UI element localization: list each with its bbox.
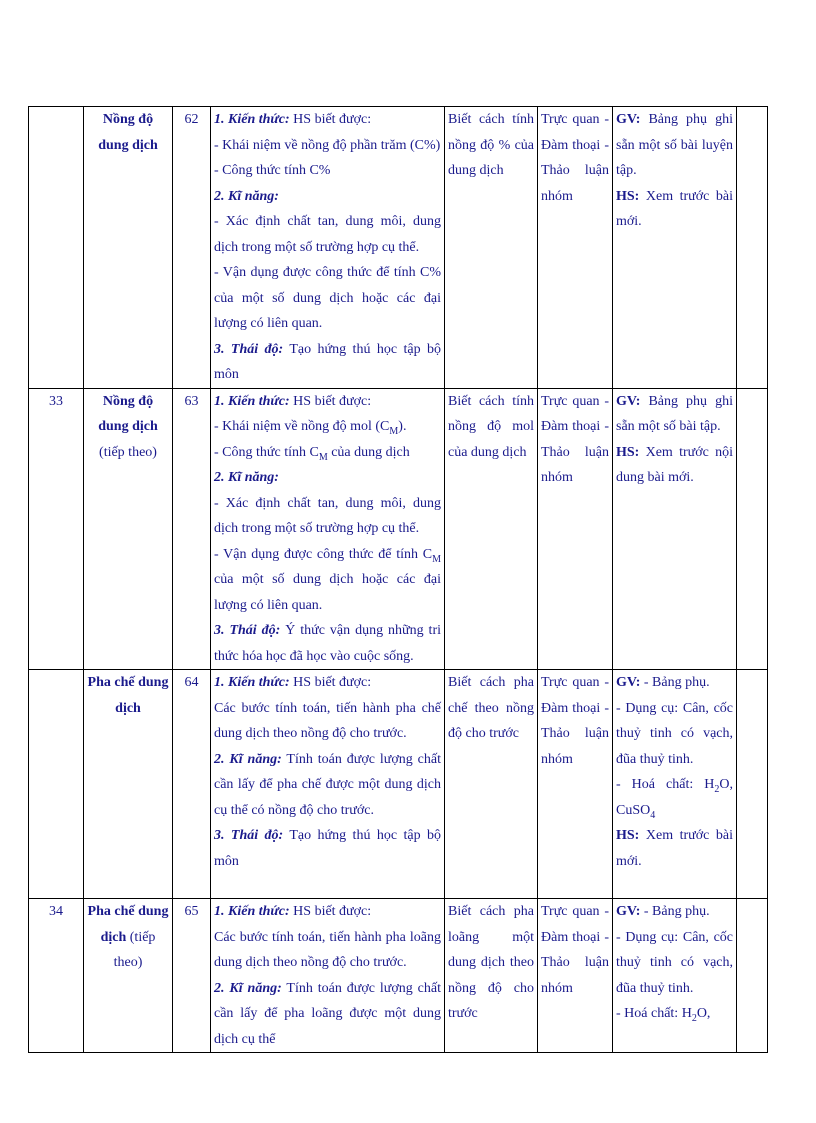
skill-item: - Xác định chất tan, dung môi, dung dịch trong một số trường hợp cụ thể. [214,495,441,536]
lesson-name-cell: Nồng độ dung dịch [84,107,173,389]
week-cell [29,670,84,899]
teacher-prep: GV: - Bảng phụ. [616,904,710,919]
method-cell: Trực quan - Đàm thoại - Thảo luận nhóm [538,107,613,389]
skills-heading: 2. Kĩ năng: [214,188,279,204]
period-cell: 63 [173,388,211,670]
lesson-name-cell: Pha chế dung dịch [84,670,173,899]
note-cell [737,388,768,670]
requirement-cell: Biết cách pha chế theo nồng độ cho trước [445,670,538,899]
skill-line: 2. Kĩ năng: Tính toán được lượng chất cần lấy để pha chế được một dung dịch cụ thể có nồng độ cho trước. [214,751,441,818]
knowledge-line: 1. Kiến thức: HS biết được: [214,393,372,409]
student-prep: HS: Xem trước bài mới. [616,828,733,869]
chemicals-prep: - Hoá chất: $H_2O$, CuSO$_4$ [616,777,733,821]
tools-prep: - Dụng cụ: Cân, cốc thuỷ tinh có vạch, đũa thuỷ tinh. [616,700,733,767]
knowledge-item: - Khái niệm về nồng độ phần trăm (C%) [214,137,441,153]
requirement-cell: Biết cách tính nồng độ mol của dung dịch [445,388,538,670]
skill-item: - Xác định chất tan, dung môi, dung dịch trong một số trường hợp cụ thể. [214,214,441,255]
attitude-line: 3. Thái độ: Tạo hứng thú học tập bộ môn [214,341,441,382]
knowledge-item: - Công thức tính $C_M$ của dung dịch [214,444,410,463]
teacher-prep: GV: Bảng phụ ghi sẵn một số bài tập. [616,393,733,434]
preparation-cell [613,899,737,1053]
teacher-prep: GV: Bảng phụ ghi sẵn một số bài luyện tập. [616,112,733,178]
attitude-line: 3. Thái độ: Tạo hứng thú học tập bộ môn [214,828,441,869]
note-cell [737,899,768,1053]
lesson-name-cell: Pha chế dung dịch (tiếp theo) [84,899,173,1053]
note-cell [737,670,768,899]
knowledge-item: - Khái niệm về nồng độ mol $(C_M)$. [214,419,407,437]
student-prep: HS: Xem trước nội dung bài mới. [616,444,733,485]
period-cell: 62 [173,107,211,389]
preparation-cell [613,670,737,899]
knowledge-item: - Công thức tính C% [214,163,331,178]
content-cell [211,388,445,670]
preparation-cell [613,388,737,670]
knowledge-item: Các bước tính toán, tiến hành pha chế dung dịch theo nồng độ cho trước. [214,700,441,741]
content-cell [211,670,445,899]
tools-prep: - Dụng cụ: Cân, cốc thuỷ tinh có vạch, đũa thuỷ tinh. [616,929,733,996]
lesson-plan-table [28,106,768,1053]
lesson-continued: (tiếp theo) [99,444,157,460]
preparation-cell [613,107,737,389]
knowledge-line: 1. Kiến thức: HS biết được: [214,904,372,919]
table-row [29,899,768,1053]
week-cell: 33 [29,388,84,670]
chemicals-prep: - Hoá chất: $H_2O$, [616,1006,711,1024]
requirement-cell: Biết cách tính nồng độ % của dung dịch [445,107,538,389]
skills-heading: 2. Kĩ năng: [214,470,279,485]
student-prep: HS: Xem trước bài mới. [616,188,733,229]
period-cell: 64 [173,670,211,899]
note-cell [737,107,768,389]
table-row [29,670,768,899]
content-cell [211,107,445,389]
lesson-name-cell: Nồng độ dung dịch (tiếp theo) [84,388,173,670]
knowledge-line: 1. Kiến thức: HS biết được: [214,675,372,690]
attitude-line: 3. Thái độ: Ý thức vận dụng những tri thức hóa học đã học vào cuộc sống. [214,623,441,664]
table-row [29,388,768,670]
method-cell: Trực quan - Đàm thoại - Thảo luận nhóm [538,388,613,670]
content-cell [211,899,445,1053]
lesson-continued: dịch (tiếp theo) [100,929,156,970]
table-row [29,107,768,389]
method-cell: Trực quan - Đàm thoại - Thảo luận nhóm [538,899,613,1053]
teacher-prep: GV: - Bảng phụ. [616,675,710,690]
knowledge-line: 1. Kiến thức: HS biết được: [214,112,372,127]
requirement-cell: Biết cách pha loãng một dung dịch theo nồng độ cho trước [445,899,538,1053]
period-cell: 65 [173,899,211,1053]
skill-item: - Vận dụng được công thức để tính $C_M$ của một số dung dịch hoặc các đại lượng có liên quan. [214,546,441,613]
knowledge-item: Các bước tính toán, tiến hành pha loãng dung dịch theo nồng độ cho trước. [214,929,441,970]
method-cell: Trực quan - Đàm thoại - Thảo luận nhóm [538,670,613,899]
week-cell [29,107,84,389]
week-cell: 34 [29,899,84,1053]
skill-line: 2. Kĩ năng: Tính toán được lượng chất cần lấy để pha loãng được một dung dịch cụ thể [214,980,441,1047]
skill-item: - Vận dụng được công thức để tính C% của một số dung dịch hoặc các đại lượng có liên quan. [214,265,441,331]
